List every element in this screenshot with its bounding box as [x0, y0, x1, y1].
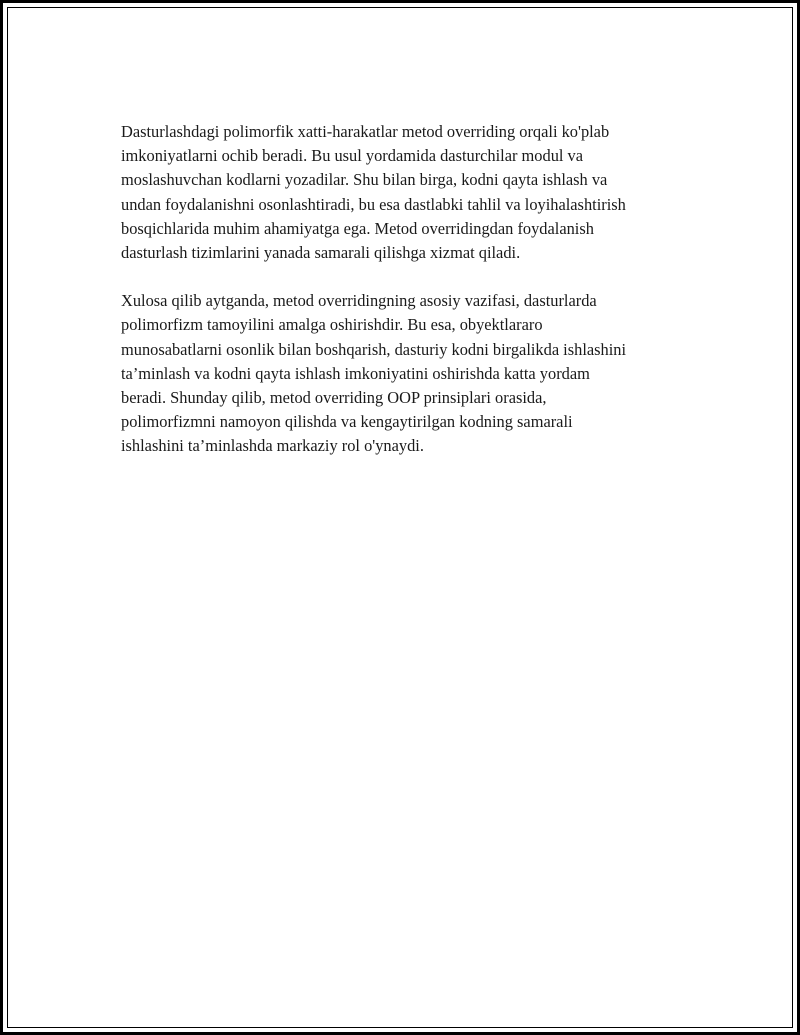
- text-line: polimorfizm tamoyilini amalga oshirishdir. Bu esa, obyektlararo: [121, 315, 543, 335]
- text-line: bosqichlarida muhim ahamiyatga ega. Metod overridingdan foydalanish: [121, 218, 594, 238]
- text-line: moslashuvchan kodlarni yozadilar. Shu bilan birga, kodni qayta ishlash va: [121, 170, 608, 190]
- document-body: [121, 120, 701, 483]
- text-line: ta’minlash va kodni qayta ishlash imkoniyatini oshirishda katta yordam: [121, 363, 590, 383]
- text-line: polimorfizmni namoyon qilishda va kengaytirilgan kodning samarali: [121, 412, 573, 432]
- text-line: Xulosa qilib aytganda, metod overridingning asosiy vazifasi, dasturlarda: [121, 291, 597, 311]
- paragraph-conclusion: [121, 289, 701, 458]
- text-line: undan foydalanishni osonlashtiradi, bu esa dastlabki tahlil va loyihalashtirish: [121, 194, 626, 214]
- text-line: Dasturlashdagi polimorfik xatti-harakatlar metod overriding orqali ko'plab: [121, 122, 610, 141]
- text-line: imkoniyatlarni ochib beradi. Bu usul yordamida dasturchilar modul va: [121, 146, 584, 166]
- text-line: ishlashini ta’minlashda markaziy rol o'ynaydi.: [121, 436, 424, 456]
- text-line: dasturlash tizimlarini yanada samarali qilishga xizmat qiladi.: [121, 243, 521, 263]
- text-line: munosabatlarni osonlik bilan boshqarish, dasturiy kodni birgalikda ishlashini: [121, 339, 627, 359]
- paragraph-polymorphism: [121, 120, 701, 265]
- text-line: beradi. Shunday qilib, metod overriding OOP prinsiplari orasida,: [121, 388, 547, 408]
